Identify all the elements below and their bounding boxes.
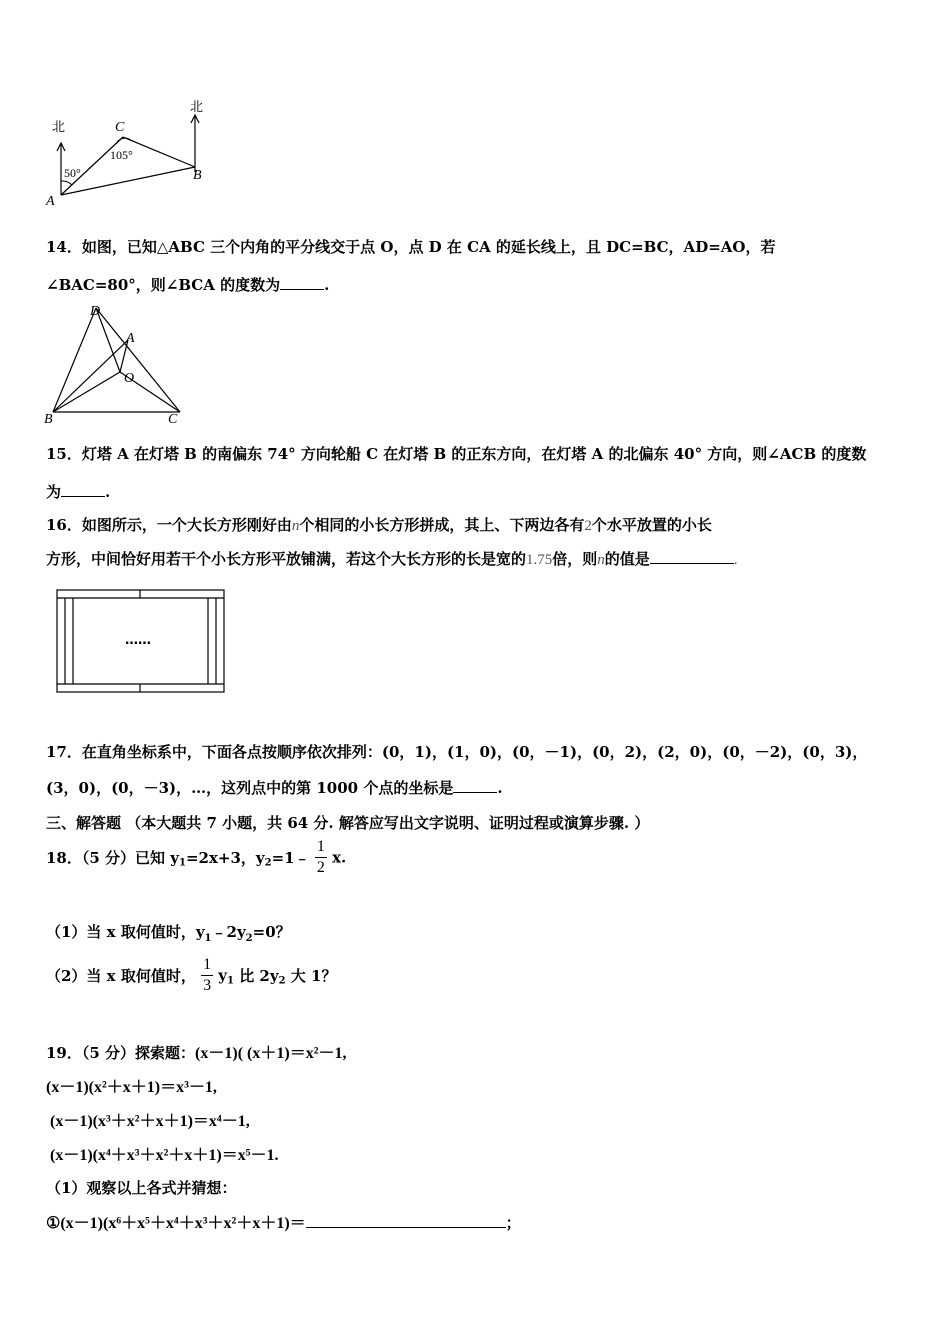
q14-line2: ∠BAC=80°，则∠BCA 的度数为 . (46, 276, 330, 294)
ratio-value: 1.75 (526, 552, 553, 568)
answer-blank (306, 1214, 506, 1228)
figure-bearing-triangle (40, 95, 220, 210)
q15-line1: 15．灯塔 A 在灯塔 B 的南偏东 74° 方向轮船 C 在灯塔 B 的正东方向，在灯塔 A 的北偏东 40° 方向，则∠ACB 的度数 (46, 445, 867, 463)
q17-line2: (3，0)，(0，－3)，…，这列点中的第 1000 个点的坐标是 . (46, 779, 503, 797)
q19-part1a: ①(x－1)(x⁶＋x⁵＋x⁴＋x³＋x²＋x＋1)＝ ； (46, 1214, 521, 1232)
q14-line1: 14．如图，已知△ABC 三个内角的平分线交于点 O，点 D 在 CA 的延长线上，且 DC=BC，AD=AO，若 (46, 238, 776, 256)
figure-rectangle-tiling (55, 588, 227, 696)
answer-blank (61, 483, 105, 497)
label-b: B (193, 168, 202, 183)
label-c: C (168, 412, 178, 427)
answer-blank (280, 276, 324, 290)
ellipsis-dots: …… (125, 633, 151, 648)
var-n: n (291, 518, 300, 534)
answer-blank (453, 779, 497, 793)
label-o: O (124, 371, 135, 386)
north-label-right: 北 (190, 100, 204, 115)
q18-part1: （1）当 x 取何值时，$y_1﹣2y_2=0$？ (46, 923, 291, 944)
segment-cb (123, 137, 195, 167)
q16-line1: 16．如图所示，一个大长方形刚好由n个相同的小长方形拼成，其上、下两边各有2个水平放置的小长 (46, 516, 712, 534)
label-a: A (46, 194, 55, 209)
q18-part2: （2）当 x 取何值时， $\frac{1}{3}$ $y_1$ 比 $2y_2$ 大 1？ (46, 956, 337, 994)
label-d: D (90, 304, 101, 319)
q18-line: 18．（5 分）已知 $y_1=2x+3$，$y_2=1﹣$ $\frac{1}{2}$ x. (46, 838, 347, 876)
q15-line2: 为 . (46, 483, 111, 501)
segment-ab (61, 167, 195, 195)
label-b: B (44, 412, 53, 427)
equation-1: (x－1)( (x＋1)＝x²－1, (195, 1045, 347, 1062)
q14-text: ∠BAC=80°，则∠BCA 的度数为 (46, 276, 281, 294)
section-3-heading: 三、解答题 （本大题共 7 小题，共 64 分. 解答应写出文字说明、证明过程或演算步骤. ） (46, 814, 650, 832)
equation-3: (x－1)(x³＋x²＋x＋1)＝x⁴－1, (50, 1113, 250, 1130)
q16-line2: 方形，中间恰好用若干个小长方形平放铺满，若这个大长方形的长是宽的1.75倍，则n的值是 . (46, 550, 738, 568)
figure-bisector-triangle (40, 302, 190, 427)
equation-2: (x－1)(x²＋x＋1)＝x³－1, (46, 1079, 217, 1096)
north-label-left: 北 (52, 120, 66, 135)
q17-line1: 17．在直角坐标系中，下面各点按顺序依次排列：(0，1)，(1，0)，(0，－1)，(0，2)，(2，0)，(0，－2)，(0，3)， (46, 743, 868, 761)
angle-105: 105° (110, 148, 133, 162)
angle-50: 50° (64, 166, 81, 180)
equation-4: (x－1)(x⁴＋x³＋x²＋x＋1)＝x⁵－1. (50, 1147, 279, 1164)
q19-part1: （1）观察以上各式并猜想： (46, 1179, 237, 1197)
fraction-one-third: $\frac{1}{3}$ (203, 956, 212, 994)
answer-blank (650, 550, 734, 564)
label-a: A (126, 331, 135, 346)
fraction-one-half: $\frac{1}{2}$ (316, 838, 325, 876)
q19-head-line: 19．（5 分）探索题：(x－1)( (x＋1)＝x²－1, (46, 1044, 347, 1062)
label-c: C (115, 120, 125, 135)
